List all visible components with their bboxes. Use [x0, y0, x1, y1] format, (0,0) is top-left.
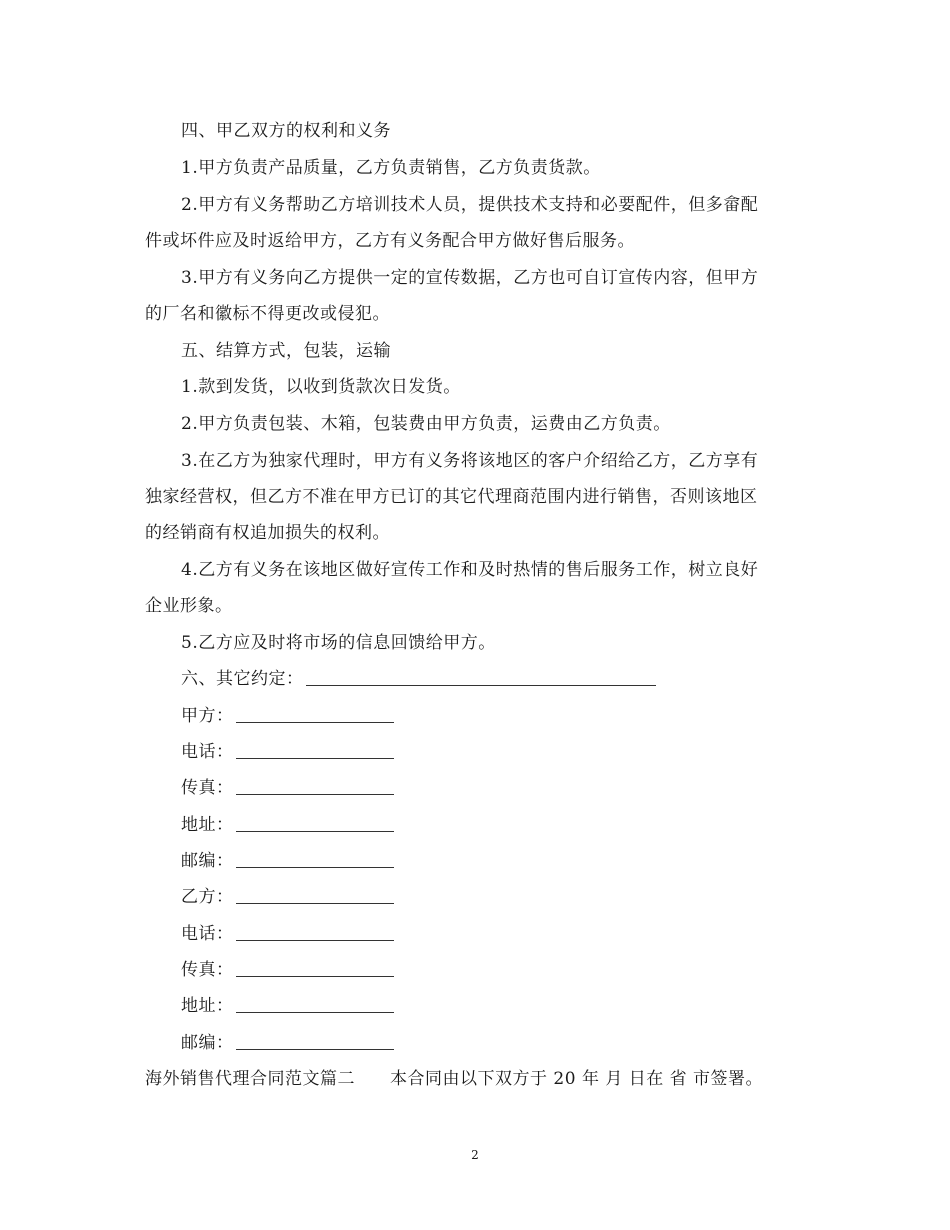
party-b-postcode-row: [181, 1032, 394, 1054]
party-b-address-blank[interactable]: [236, 995, 394, 1013]
party-a-phone-blank[interactable]: [236, 741, 394, 759]
party-b-postcode-label: 邮编：: [181, 1033, 234, 1053]
party-a-address-blank[interactable]: [236, 814, 394, 832]
party-b-phone-blank[interactable]: [236, 923, 394, 941]
section-four-item-3-cont: 的厂名和徽标不得更改或侵犯。: [145, 304, 390, 324]
section-four-heading: 四、甲乙双方的权利和义务: [181, 121, 391, 141]
party-a-fax-row: [181, 777, 394, 799]
section-four-item-2: 2.甲方有义务帮助乙方培训技术人员，提供技术支持和必要配件，但多畲配: [181, 195, 759, 215]
party-b-fax-label: 传真：: [181, 960, 234, 980]
section-five-item-3: 3.在乙方为独家代理时，甲方有义务将该地区的客户介绍给乙方，乙方享有: [181, 451, 759, 471]
section-five-heading: 五、结算方式，包装，运输: [181, 341, 391, 361]
section-six-row: [181, 668, 656, 690]
party-b-name-row: [181, 886, 394, 908]
party-a-address-label: 地址：: [181, 815, 234, 835]
party-a-postcode-row: [181, 850, 394, 872]
section-five-item-1: 1.款到发货，以收到货款次日发货。: [181, 377, 461, 397]
party-a-name-label: 甲方：: [181, 706, 234, 726]
section-six-heading: 六、其它约定：: [181, 669, 304, 689]
party-b-fax-row: [181, 959, 394, 981]
other-terms-blank[interactable]: [306, 668, 656, 686]
section-four-item-3: 3.甲方有义务向乙方提供一定的宣传数据，乙方也可自订宣传内容，但甲方: [181, 268, 759, 288]
party-a-postcode-label: 邮编：: [181, 851, 234, 871]
party-a-phone-label: 电话：: [181, 742, 234, 762]
party-a-fax-label: 传真：: [181, 778, 234, 798]
party-b-phone-label: 电话：: [181, 924, 234, 944]
party-b-name-blank[interactable]: [236, 886, 394, 904]
party-a-name-blank[interactable]: [236, 705, 394, 723]
section-four-item-1: 1.甲方负责产品质量，乙方负责销售，乙方负责货款。: [181, 158, 601, 178]
page-number: 2: [471, 1148, 479, 1162]
section-five-item-2: 2.甲方负责包装、木箱，包装费由甲方负责，运费由乙方负责。: [181, 414, 671, 434]
party-a-name-row: [181, 705, 394, 727]
section-five-item-4: 4.乙方有义务在该地区做好宣传工作和及时热情的售后服务工作，树立良好: [181, 560, 759, 580]
section-five-item-5: 5.乙方应及时将市场的信息回馈给甲方。: [181, 633, 496, 653]
party-a-postcode-blank[interactable]: [236, 850, 394, 868]
party-b-name-label: 乙方：: [181, 887, 234, 907]
section-five-item-4-cont: 企业形象。: [145, 596, 233, 616]
party-a-fax-blank[interactable]: [236, 777, 394, 795]
party-b-postcode-blank[interactable]: [236, 1032, 394, 1050]
party-b-fax-blank[interactable]: [236, 959, 394, 977]
party-b-address-row: [181, 995, 394, 1017]
section-five-item-3-cont-1: 独家经营权，但乙方不准在甲方已订的其它代理商范围内进行销售，否则该地区: [145, 487, 758, 507]
party-a-phone-row: [181, 741, 394, 763]
closing-line: 海外销售代理合同范文篇二 本合同由以下双方于 20 年 月 日在 省 市签署。: [145, 1069, 764, 1089]
section-four-item-2-cont: 件或坏件应及时返给甲方，乙方有义务配合甲方做好售后服务。: [145, 231, 635, 251]
party-b-phone-row: [181, 923, 394, 945]
section-five-item-3-cont-2: 的经销商有权追加损失的权利。: [145, 523, 390, 543]
party-b-address-label: 地址：: [181, 996, 234, 1016]
party-a-address-row: [181, 814, 394, 836]
